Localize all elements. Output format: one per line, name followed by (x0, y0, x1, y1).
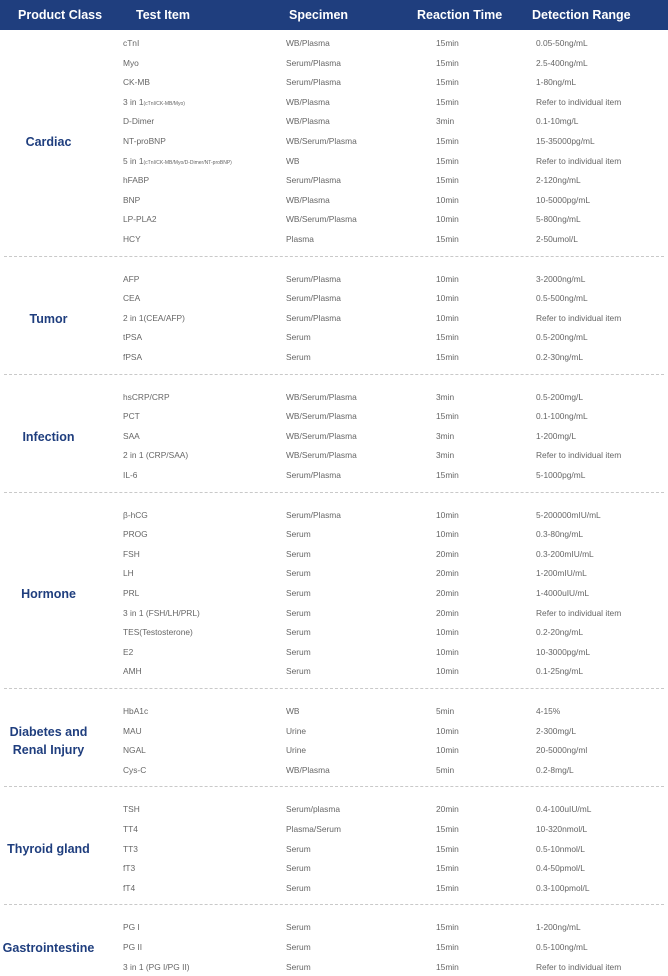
group-divider (4, 786, 664, 787)
detection-range-cell: 0.5-200mg/L (536, 391, 584, 402)
table-row (0, 800, 668, 818)
reaction-time-cell: 15min (436, 332, 459, 343)
detection-range-cell: 1-200ng/mL (536, 922, 581, 933)
reaction-time-cell: 15min (436, 922, 459, 933)
detection-range-cell: 1-200mg/L (536, 430, 577, 441)
specimen-cell: Serum (286, 666, 311, 677)
detection-range-cell: 2-50umol/L (536, 234, 578, 244)
test-item-name: Myo (123, 57, 139, 68)
specimen-cell: Serum (286, 863, 311, 874)
table-row (0, 741, 668, 759)
reaction-time-cell: 15min (436, 961, 459, 972)
test-item-name: hFABP (123, 175, 150, 186)
detection-range-cell: 0.3-100pmol/L (536, 882, 590, 893)
reaction-time-cell: 15min (436, 38, 459, 48)
specimen-cell: Plasma (286, 234, 314, 244)
specimen-cell: WB (286, 155, 300, 166)
test-item-name: MAU (123, 725, 142, 736)
test-item-name: CK-MB (123, 77, 150, 88)
specimen-cell: Serum (286, 961, 311, 972)
reaction-time-cell: 10min (436, 529, 459, 540)
test-item-name: E2 (123, 646, 134, 657)
detection-range-cell: 2.5-400ng/mL (536, 57, 588, 68)
table-row (0, 662, 668, 680)
specimen-cell: Serum (286, 588, 311, 598)
specimen-cell: Urine (286, 745, 307, 756)
detection-range-cell: 20-5000ng/ml (536, 745, 588, 756)
test-item-cell (123, 820, 138, 838)
table-row (0, 93, 668, 111)
test-item-cell (123, 879, 135, 897)
table-row (0, 289, 668, 307)
specimen-cell: Plasma/Serum (286, 824, 341, 834)
reaction-time-cell: 3min (436, 116, 455, 127)
test-item-note: (cTnI/CK-MB/Myo/D-Dimer/NT-proBNP) (143, 159, 232, 166)
specimen-cell: Urine (286, 725, 307, 736)
test-item-name: PG II (123, 942, 143, 952)
table-row (0, 879, 668, 897)
test-item-cell (123, 132, 166, 150)
specimen-cell: WB/Plasma (286, 116, 330, 127)
product-class-label: Diabetes and Renal Injury (9, 725, 88, 758)
test-item-name: LP-PLA2 (123, 214, 157, 225)
specimen-cell: Serum (286, 529, 311, 540)
reaction-time-cell: 20min (436, 607, 459, 618)
detection-range-cell: 5-1000pg/mL (536, 470, 586, 480)
reaction-time-cell: 3min (436, 450, 455, 461)
detection-range-cell: 0.5-100ng/mL (536, 942, 588, 952)
header-product-class: Product Class (18, 8, 103, 22)
detection-range-cell: 4-15% (536, 706, 561, 716)
table-row (0, 584, 668, 602)
test-item-name: IL-6 (123, 470, 138, 480)
test-item-cell (123, 427, 140, 445)
specimen-cell: WB/Serum/Plasma (286, 214, 357, 225)
test-item-name: TSH (123, 804, 140, 815)
table-row (0, 34, 668, 52)
test-item-cell (123, 289, 140, 307)
group-divider (4, 492, 664, 493)
detection-range-cell: 15-35000pg/mL (536, 136, 595, 146)
test-item-cell (123, 152, 232, 172)
specimen-cell: WB/Plasma (286, 194, 330, 205)
detection-range-cell: 0.5-10nmol/L (536, 843, 585, 854)
reaction-time-cell: 10min (436, 293, 459, 304)
detection-range-cell: 0.4-50pmol/L (536, 863, 585, 874)
test-item-cell (123, 230, 141, 248)
test-item-name: SAA (123, 430, 140, 441)
reaction-time-cell: 15min (436, 175, 459, 186)
table-row (0, 230, 668, 248)
test-item-name: β-hCG (123, 509, 148, 520)
test-item-cell (123, 722, 142, 740)
test-item-cell (123, 662, 142, 680)
detection-range-cell: 0.1-10mg/L (536, 116, 579, 127)
reaction-time-cell: 10min (436, 646, 459, 657)
specimen-cell: Serum/Plasma (286, 509, 341, 520)
table-row (0, 210, 668, 228)
reaction-time-cell: 15min (436, 234, 459, 244)
specimen-cell: WB (286, 706, 300, 716)
reaction-time-cell: 15min (436, 843, 459, 854)
test-item-cell (123, 446, 188, 464)
table-row (0, 348, 668, 366)
table-row (0, 309, 668, 327)
table-row (0, 761, 668, 779)
specimen-cell: WB/Plasma (286, 96, 330, 107)
test-item-cell (123, 328, 142, 346)
test-item-name: fT4 (123, 882, 136, 893)
detection-range-cell: 0.4-100uIU/mL (536, 804, 592, 815)
table-row (0, 446, 668, 464)
table-row (0, 958, 668, 976)
detection-range-cell: 1-200mIU/mL (536, 568, 587, 579)
test-item-cell (123, 584, 139, 602)
reaction-time-cell: 10min (436, 194, 459, 205)
test-item-cell (123, 800, 140, 818)
header-test-item: Test Item (136, 8, 190, 22)
reaction-time-cell: 15min (436, 155, 459, 166)
test-item-cell (123, 171, 149, 189)
group-divider (4, 256, 664, 257)
detection-range-cell: 0.1-100ng/mL (536, 411, 588, 422)
product-class-label: Thyroid gland (7, 842, 90, 857)
reaction-time-cell: 20min (436, 804, 459, 815)
specimen-cell: WB/Serum/Plasma (286, 430, 357, 441)
test-item-cell (123, 938, 142, 956)
table-row (0, 270, 668, 288)
reaction-time-cell: 3min (436, 430, 455, 441)
specimen-cell: WB/Serum/Plasma (286, 136, 357, 146)
reaction-time-cell: 15min (436, 824, 459, 834)
reaction-time-cell: 15min (436, 96, 459, 107)
detection-range-cell: Refer to individual item (536, 607, 622, 618)
reaction-time-cell: 15min (436, 57, 459, 68)
reaction-time-cell: 5min (436, 706, 455, 716)
table-row (0, 132, 668, 150)
detection-range-cell: 10-320nmol/L (536, 824, 588, 834)
specimen-cell: Serum (286, 882, 311, 893)
test-item-name: NT-proBNP (123, 136, 166, 146)
test-item-cell (123, 191, 140, 209)
specimen-cell: Serum (286, 548, 311, 559)
detection-range-cell: 2-300mg/L (536, 725, 577, 736)
table-header (0, 0, 668, 30)
test-item-name: D-Dimer (123, 116, 155, 127)
specimen-cell: Serum (286, 607, 311, 618)
specimen-cell: Serum (286, 843, 311, 854)
test-item-name: PCT (123, 411, 140, 422)
specimen-cell: Serum/plasma (286, 804, 340, 815)
test-item-name: 5 in 1 (123, 155, 144, 166)
specimen-cell: WB/Plasma (286, 38, 330, 48)
specimen-cell: Serum (286, 646, 311, 657)
test-item-cell (123, 466, 137, 484)
test-item-name: 3 in 1 (PG I/PG II) (123, 961, 190, 972)
test-item-name: 3 in 1 (FSH/LH/PRL) (123, 607, 200, 618)
table-row (0, 840, 668, 858)
reaction-time-cell: 15min (436, 352, 459, 362)
reaction-time-cell: 15min (436, 942, 459, 952)
reaction-time-cell: 15min (436, 863, 459, 874)
test-item-name: TT3 (123, 843, 138, 854)
test-item-cell (123, 34, 139, 52)
detection-range-cell: 5-800ng/mL (536, 214, 581, 225)
test-item-cell (123, 525, 148, 543)
table-row (0, 427, 668, 445)
specimen-cell: Serum (286, 627, 311, 638)
reaction-time-cell: 10min (436, 666, 459, 677)
test-item-cell (123, 643, 133, 661)
test-item-name: tPSA (123, 332, 143, 343)
reaction-time-cell: 5min (436, 764, 455, 775)
test-item-cell (123, 604, 200, 622)
specimen-cell: WB/Plasma (286, 764, 330, 775)
reaction-time-cell: 15min (436, 77, 459, 88)
test-item-cell (123, 958, 190, 976)
specimen-cell: WB/Serum/Plasma (286, 450, 357, 461)
table-row (0, 407, 668, 425)
table-row (0, 918, 668, 936)
detection-range-cell: 0.2-20ng/mL (536, 627, 584, 638)
test-item-name: TES(Testosterone) (123, 627, 193, 638)
specimen-cell: Serum (286, 922, 311, 933)
specimen-cell: Serum/Plasma (286, 273, 341, 284)
detection-range-cell: Refer to individual item (536, 450, 622, 461)
detection-range-cell: 0.2-30ng/mL (536, 352, 584, 362)
test-item-name: Cys-C (123, 764, 147, 775)
test-item-name: 3 in 1 (123, 96, 144, 107)
test-item-cell (123, 741, 146, 759)
test-item-name: FSH (123, 548, 140, 559)
test-item-name: NGAL (123, 745, 146, 756)
reaction-time-cell: 20min (436, 548, 459, 559)
reaction-time-cell: 10min (436, 725, 459, 736)
table-row (0, 545, 668, 563)
header-detection-range: Detection Range (532, 8, 631, 22)
test-item-name: TT4 (123, 824, 138, 834)
reaction-time-cell: 10min (436, 214, 459, 225)
test-item-name: hsCRP/CRP (123, 391, 170, 402)
table-row (0, 623, 668, 641)
test-item-cell (123, 93, 185, 113)
table-row (0, 702, 668, 720)
specimen-cell: Serum/Plasma (286, 293, 341, 304)
group-divider (4, 374, 664, 375)
test-item-name: cTnI (123, 38, 140, 48)
reaction-time-cell: 15min (436, 470, 459, 480)
test-item-name: PRL (123, 588, 140, 598)
specimen-cell: Serum/Plasma (286, 77, 341, 88)
table-row (0, 191, 668, 209)
specimen-cell: Serum/Plasma (286, 312, 341, 323)
table-row (0, 604, 668, 622)
reaction-time-cell: 20min (436, 568, 459, 579)
test-item-name: CEA (123, 293, 141, 304)
detection-range-cell: 0.5-500ng/mL (536, 293, 588, 304)
test-item-note: (cTnI/CK-MB/Myo) (143, 100, 185, 107)
reaction-time-cell: 3min (436, 391, 455, 402)
table-row (0, 859, 668, 877)
detection-range-cell: 0.5-200ng/mL (536, 332, 588, 343)
test-item-cell (123, 210, 157, 228)
specimen-cell: Serum/Plasma (286, 175, 341, 186)
table-row (0, 564, 668, 582)
table-row (0, 820, 668, 838)
reaction-time-cell: 15min (436, 411, 459, 422)
test-item-name: 2 in 1(CEA/AFP) (123, 312, 185, 323)
detection-range-cell: 1-4000uIU/mL (536, 588, 590, 598)
product-class-label: Gastrointestine (2, 940, 95, 955)
group-divider (4, 688, 664, 689)
table-row (0, 466, 668, 484)
detection-range-cell: Refer to individual item (536, 312, 622, 323)
test-item-cell (123, 859, 135, 877)
detection-range-cell: 10-5000pg/mL (536, 194, 591, 205)
product-class-label: Infection (22, 429, 75, 444)
detection-range-cell: 5-200000mIU/mL (536, 509, 601, 520)
test-item-cell (123, 840, 138, 858)
test-item-name: BNP (123, 194, 141, 205)
test-item-cell (123, 348, 142, 366)
test-item-cell (123, 545, 140, 563)
specimen-cell: Serum (286, 568, 311, 579)
table-row (0, 171, 668, 189)
specimen-cell: Serum (286, 352, 311, 362)
detection-range-cell: 0.1-25ng/mL (536, 666, 584, 677)
product-class-label: Hormone (21, 586, 76, 601)
test-item-cell (123, 73, 150, 91)
table-row (0, 938, 668, 956)
test-item-name: HbA1c (123, 706, 149, 716)
test-item-name: PG I (123, 922, 140, 933)
product-class-label: Cardiac (25, 134, 72, 149)
test-item-cell (123, 407, 140, 425)
reaction-time-cell: 10min (436, 745, 459, 756)
test-item-name: HCY (123, 234, 141, 244)
reaction-time-cell: 10min (436, 509, 459, 520)
table-row (0, 388, 668, 406)
detection-range-cell: 10-3000pg/mL (536, 646, 591, 657)
test-item-cell (123, 564, 134, 582)
detection-range-cell: 3-2000ng/mL (536, 273, 586, 284)
product-class-label: Tumor (29, 311, 68, 326)
test-item-name: fT3 (123, 863, 136, 874)
table-row (0, 152, 668, 170)
detection-range-cell: 0.3-80ng/mL (536, 529, 584, 540)
table-row (0, 328, 668, 346)
detection-range-cell: 0.2-8mg/L (536, 764, 574, 775)
table-row (0, 112, 668, 130)
test-item-cell (123, 309, 185, 327)
test-item-name: 2 in 1 (CRP/SAA) (123, 450, 189, 461)
test-item-name: fPSA (123, 352, 143, 362)
test-item-cell (123, 918, 140, 936)
header-specimen: Specimen (289, 8, 349, 22)
test-item-name: LH (123, 568, 134, 579)
table-row (0, 643, 668, 661)
detection-range-cell: 1-80ng/mL (536, 77, 577, 88)
test-item-cell (123, 388, 170, 406)
table-row (0, 506, 668, 524)
header-reaction-time: Reaction Time (417, 8, 503, 22)
test-item-cell (123, 506, 148, 524)
detection-range-cell: 2-120ng/mL (536, 175, 581, 186)
detection-range-cell: Refer to individual item (536, 155, 622, 166)
group-divider (4, 904, 664, 905)
table-row (0, 73, 668, 91)
table-row (0, 722, 668, 740)
specimen-cell: WB/Serum/Plasma (286, 411, 357, 422)
test-item-cell (123, 54, 139, 72)
reaction-time-cell: 20min (436, 588, 459, 598)
test-item-cell (123, 270, 139, 288)
reaction-time-cell: 10min (436, 273, 459, 284)
detection-range-cell: 0.3-200mIU/mL (536, 548, 594, 559)
detection-range-cell: Refer to individual item (536, 96, 622, 107)
reaction-time-cell: 15min (436, 136, 459, 146)
specimen-cell: WB/Serum/Plasma (286, 391, 357, 402)
specimen-cell: Serum/Plasma (286, 470, 341, 480)
test-item-cell (123, 702, 148, 720)
test-item-cell (123, 112, 154, 130)
test-item-name: PROG (123, 529, 148, 540)
table-row (0, 54, 668, 72)
test-item-name: AFP (123, 273, 140, 284)
table-row (0, 525, 668, 543)
test-item-cell (123, 761, 146, 779)
reaction-time-cell: 15min (436, 882, 459, 893)
specimen-cell: Serum (286, 332, 311, 343)
detection-range-cell: 0.05-50ng/mL (536, 38, 588, 48)
detection-range-cell: Refer to individual item (536, 961, 622, 972)
test-item-name: AMH (123, 666, 142, 677)
specimen-cell: Serum/Plasma (286, 57, 341, 68)
reaction-time-cell: 10min (436, 312, 459, 323)
specimen-cell: Serum (286, 942, 311, 952)
reaction-time-cell: 10min (436, 627, 459, 638)
test-item-cell (123, 623, 193, 641)
